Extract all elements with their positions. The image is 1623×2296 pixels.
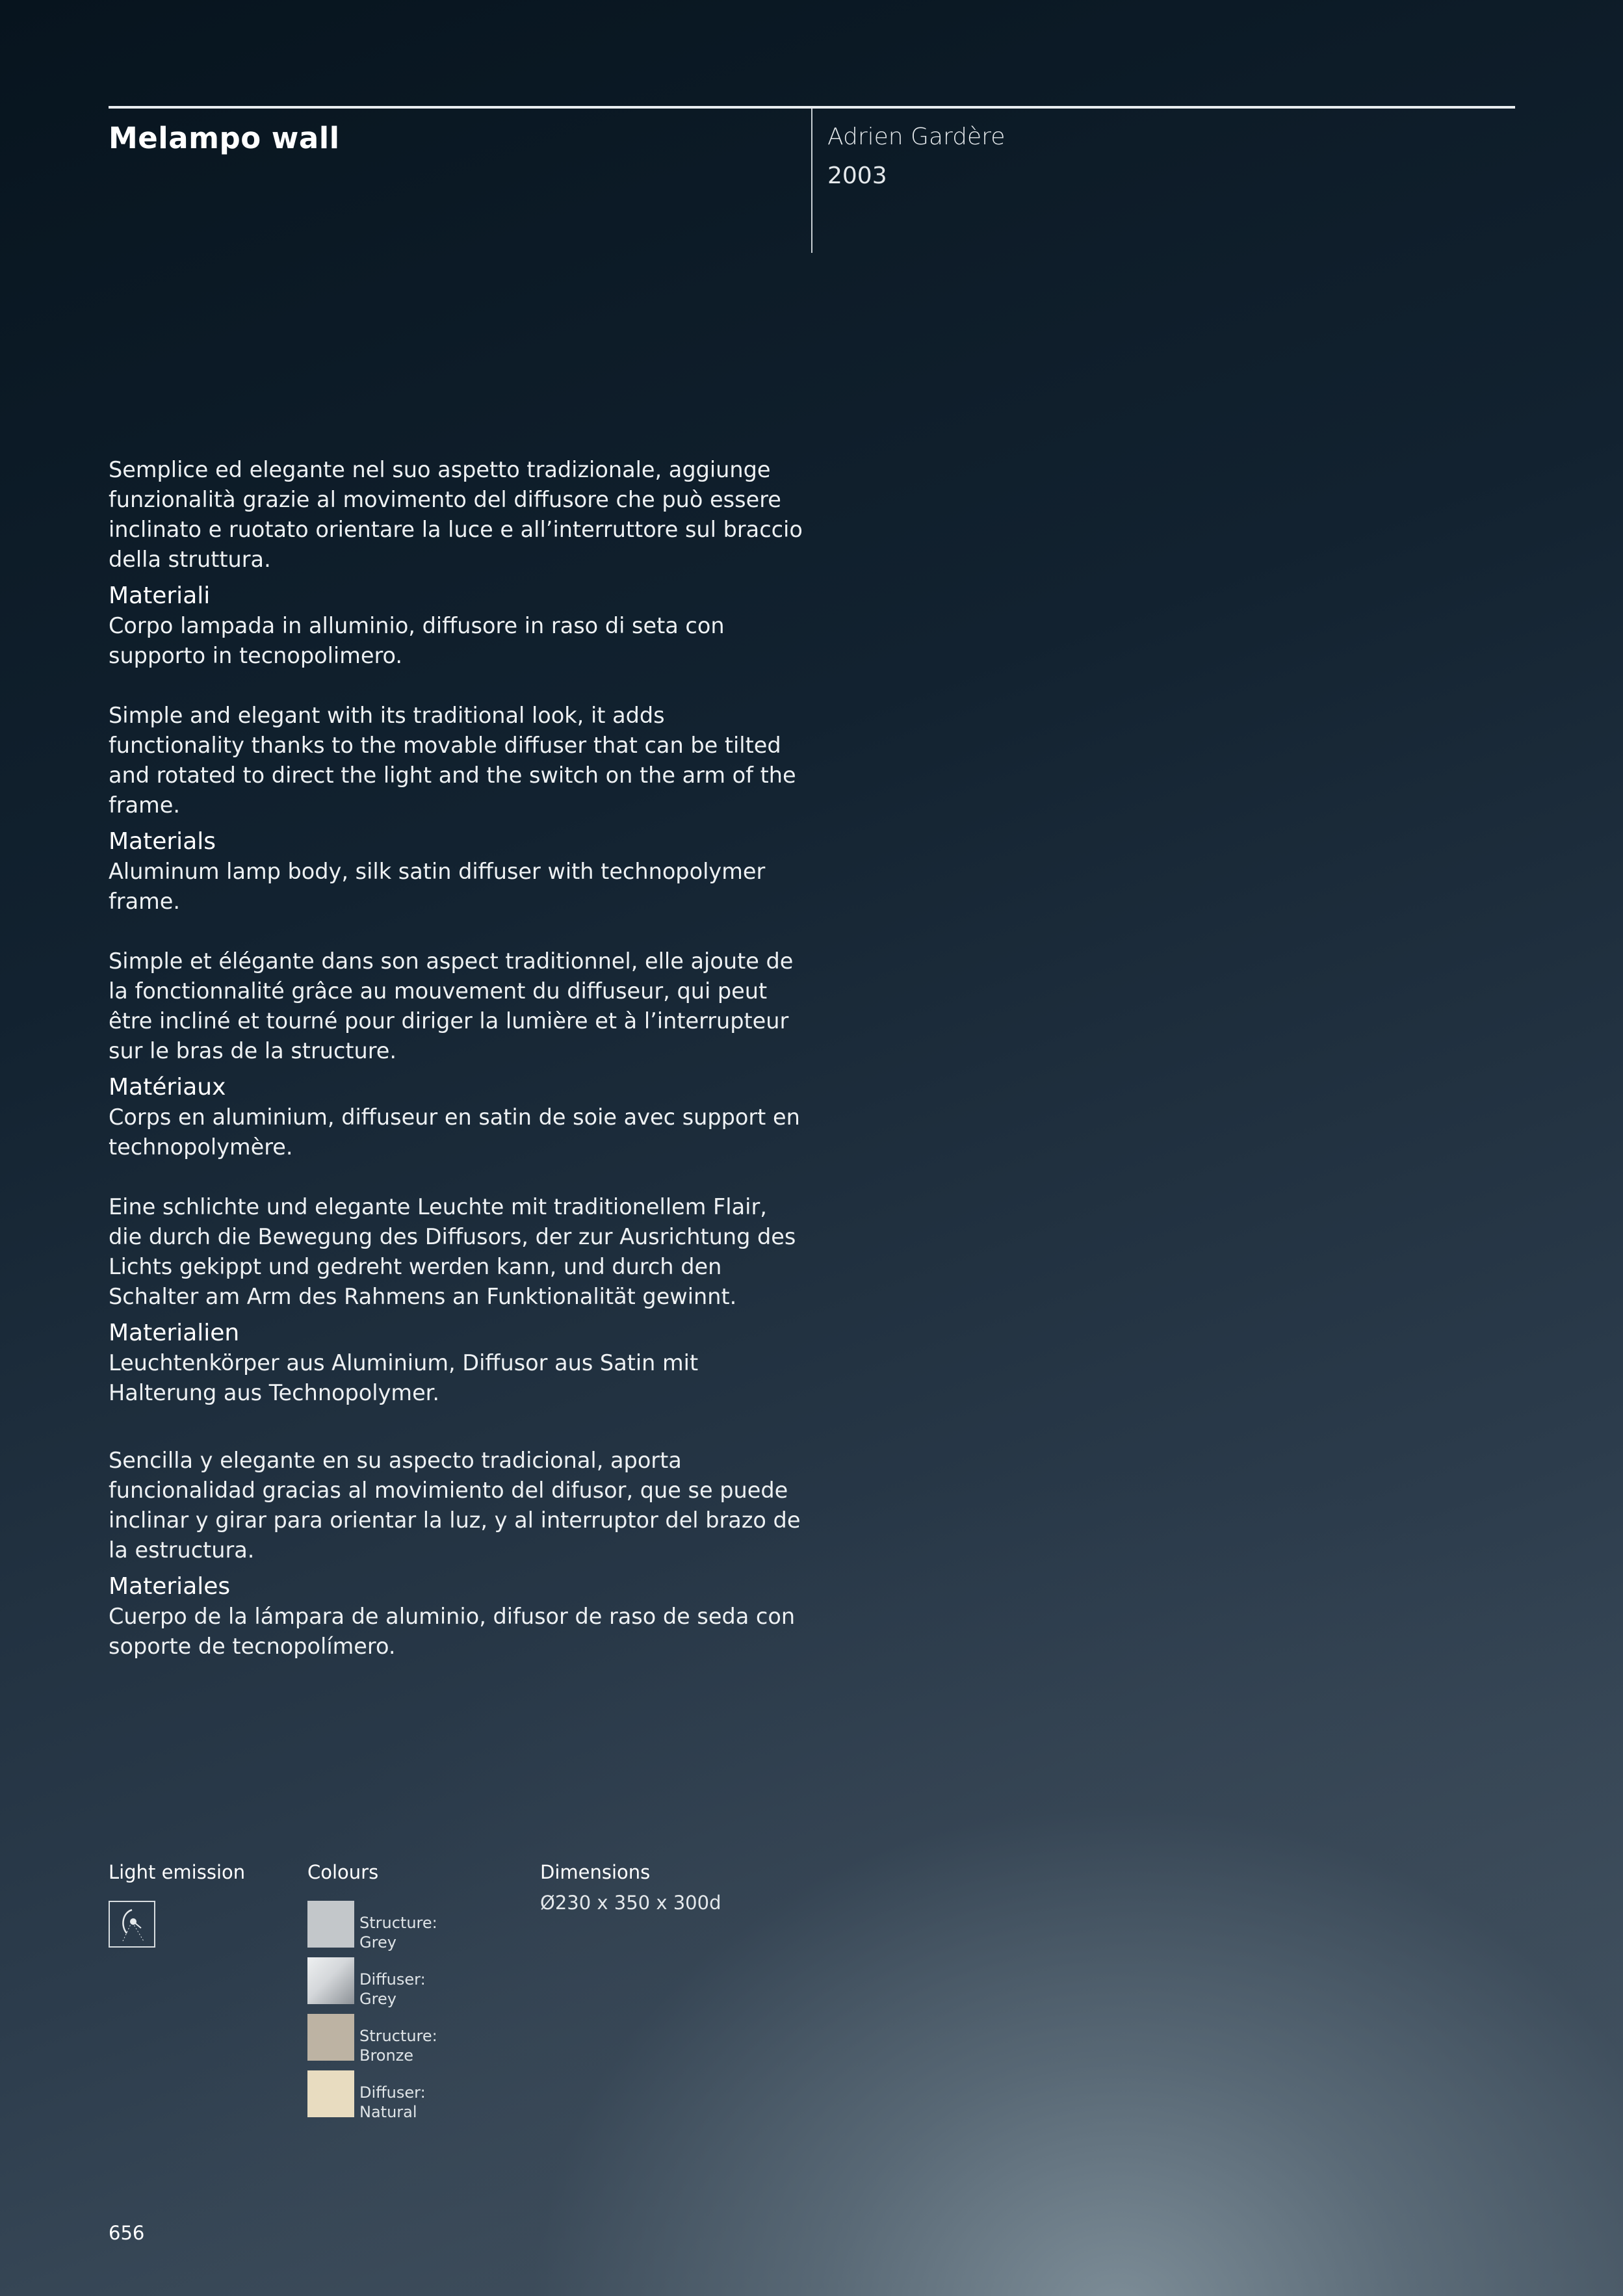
colour-label-line1: Structure:	[359, 1914, 437, 1932]
colour-label-line1: Diffuser:	[359, 2083, 426, 2102]
description-block-en	[109, 701, 804, 917]
dimensions-value: Ø230 x 350 x 300d	[540, 1892, 721, 1914]
description-text: Semplice ed elegante nel suo aspetto tradizionale, aggiunge funzionalità grazie al movimento del diffusore che può essere inclinato e ruotato orientare la luce e all’interruttore sul braccio della struttura.	[109, 457, 803, 572]
materials-text: Corps en aluminium, diffuseur en satin de soie avec support en technopolymère.	[109, 1104, 800, 1160]
colour-label	[359, 2083, 426, 2122]
materials-heading: Materiales	[109, 1573, 231, 1600]
colour-label	[359, 1970, 426, 2009]
materials-text: Corpo lampada in alluminio, diffusore in raso di seta con supporto in tecnopolimero.	[109, 613, 725, 668]
materials-heading: Materialien	[109, 1320, 240, 1346]
description-blocks	[109, 455, 804, 1662]
colour-label-line2: Grey	[359, 1990, 396, 2008]
colour-label	[359, 1913, 437, 1952]
materials-heading: Materiali	[109, 582, 211, 609]
page-number: 656	[109, 2222, 145, 2244]
colours-label: Colours	[307, 1861, 379, 1883]
description-text: Simple et élégante dans son aspect traditionnel, elle ajoute de la fonctionnalité grâce au mouvement du diffuseur, qui peut être incliné et tourné pour diriger la lumière et à l’interrupteur sur le bras de la structure.	[109, 948, 794, 1063]
description-text: Eine schlichte und elegante Leuchte mit traditionellem Flair, die durch die Bewegung des Diffusors, der zur Ausrichtung des Lichts gekippt und gedreht werden kann, und durch den Schalter am Arm des Rahmens an Funktionalität gewinnt.	[109, 1194, 796, 1309]
description-block-it	[109, 455, 804, 671]
colour-label-line2: Natural	[359, 2103, 417, 2121]
wall-lamp-emission-icon	[109, 1901, 155, 1948]
materials-text: Aluminum lamp body, silk satin diffuser with technopolymer frame.	[109, 859, 766, 914]
description-text: Sencilla y elegante en su aspecto tradicional, aporta funcionalidad gracias al movimiento del difusor, que se puede inclinar y girar para orientar la luz, y al interruptor del brazo de la estructura.	[109, 1448, 801, 1563]
colour-label-line2: Grey	[359, 1933, 396, 1951]
designer-name: Adrien Gardère	[827, 124, 1006, 150]
colour-swatch-diffuser-grey	[307, 1957, 354, 2004]
colour-label	[359, 2026, 437, 2065]
description-block-fr	[109, 946, 804, 1162]
description-block-es	[109, 1446, 804, 1662]
header-divider	[811, 109, 812, 253]
description-block-de	[109, 1192, 804, 1408]
light-emission-label: Light emission	[109, 1861, 246, 1883]
materials-text: Cuerpo de la lámpara de aluminio, difusor de raso de seda con soporte de tecnopolímero.	[109, 1604, 796, 1659]
materials-text: Leuchtenkörper aus Aluminium, Diffusor aus Satin mit Halterung aus Technopolymer.	[109, 1350, 699, 1405]
colour-label-line2: Bronze	[359, 2046, 414, 2065]
dimensions-label: Dimensions	[540, 1861, 651, 1883]
design-year: 2003	[827, 163, 887, 189]
materials-heading: Matériaux	[109, 1074, 226, 1101]
colour-swatch-diffuser-natural	[307, 2070, 354, 2117]
description-text: Simple and elegant with its traditional look, it adds functionality thanks to the movable diffuser that can be tilted and rotated to direct the light and the switch on the arm of the frame.	[109, 703, 796, 818]
colour-label-line1: Structure:	[359, 2027, 437, 2045]
colour-swatch-structure-bronze	[307, 2014, 354, 2061]
product-title: Melampo wall	[109, 121, 340, 155]
colour-label-line1: Diffuser:	[359, 1970, 426, 1989]
colour-swatch-structure-grey	[307, 1901, 354, 1948]
materials-heading: Materials	[109, 828, 216, 855]
